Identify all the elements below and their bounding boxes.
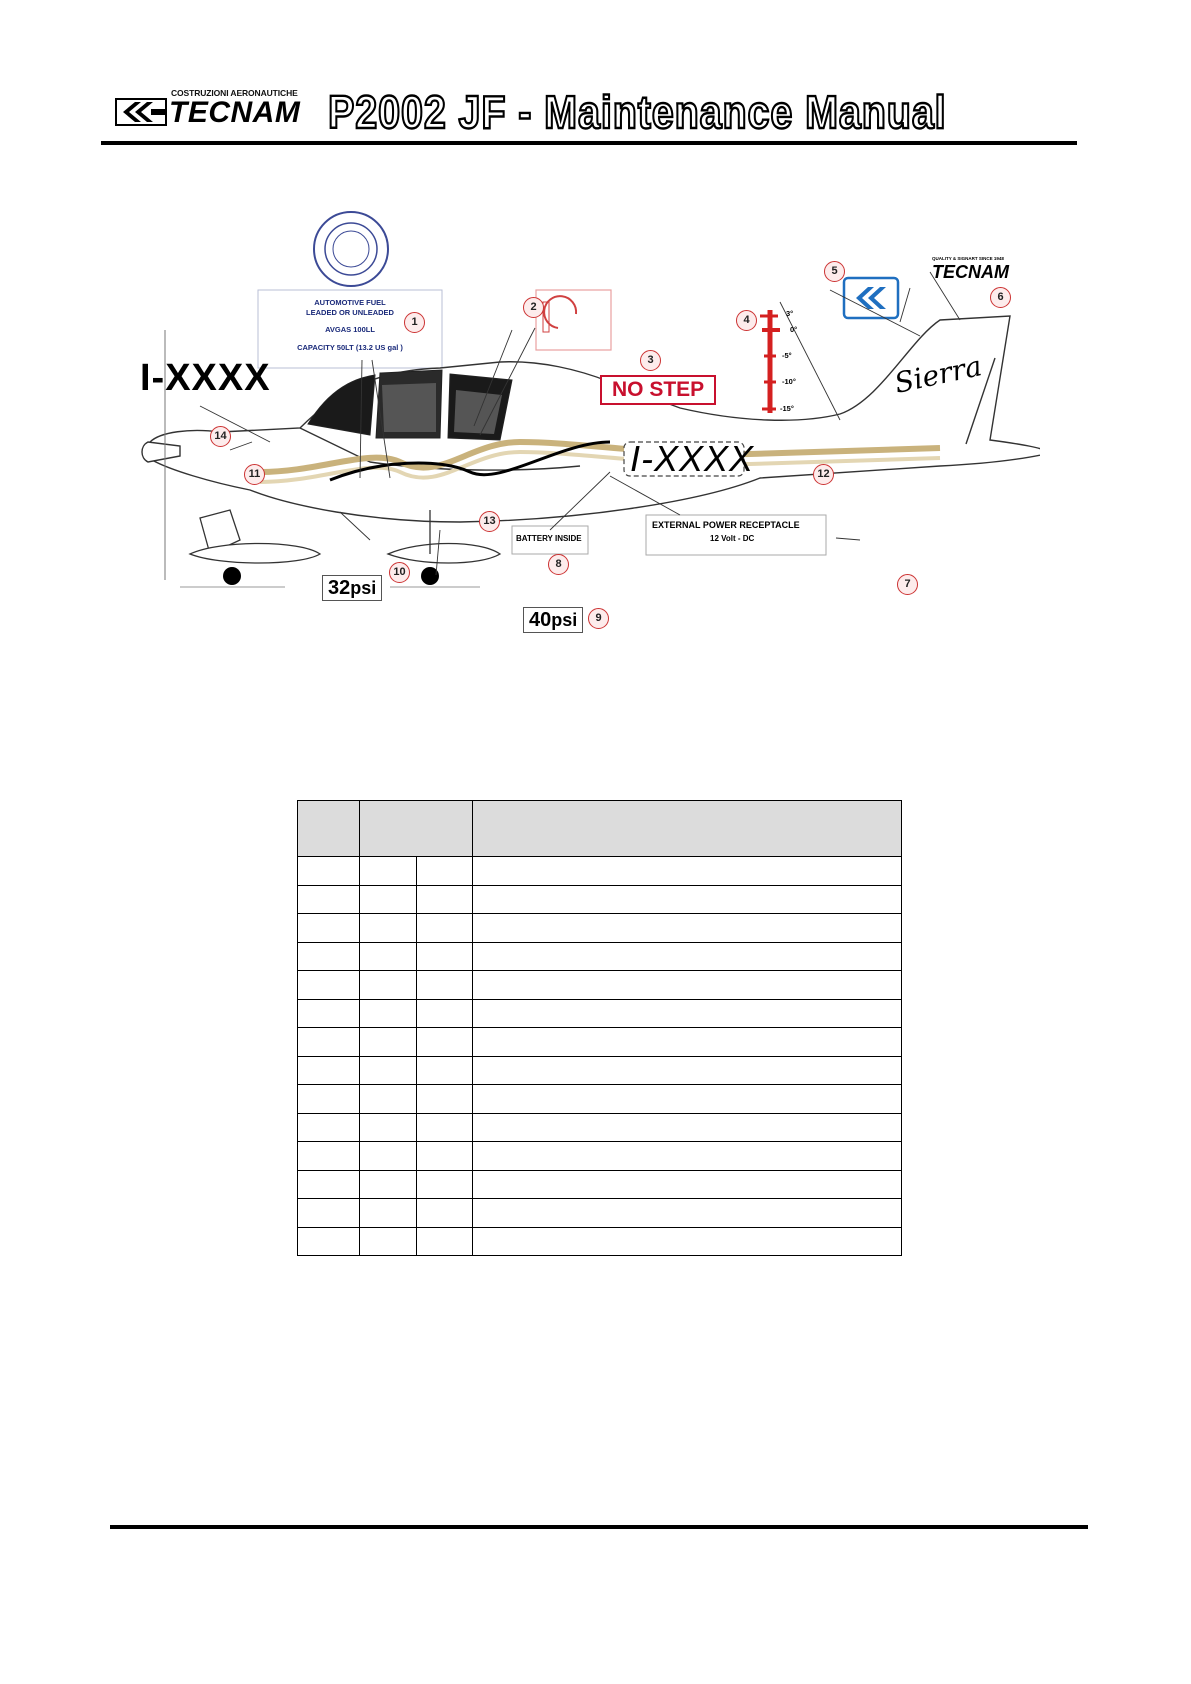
table-cell [473, 971, 902, 1000]
tecnam-logo [115, 88, 301, 134]
table-row [298, 942, 902, 971]
table-row [298, 1170, 902, 1199]
logo-subtitle: COSTRUZIONI AERONAUTICHE [171, 88, 298, 98]
callout-6: 6 [990, 287, 1011, 308]
fuselage-registration: I-XXXX [630, 438, 755, 479]
trim-angle-label: -5° [782, 351, 792, 360]
table-cell [298, 971, 360, 1000]
callout-8: 8 [548, 554, 569, 575]
callout-5: 5 [824, 261, 845, 282]
table-cell [298, 1142, 360, 1171]
fuel-decal-line: LEADED OR UNLEADED [306, 308, 394, 317]
table-cell [360, 885, 417, 914]
table-cell [473, 885, 902, 914]
tecnam-logo-icon [115, 97, 167, 127]
page-title: P2002 JF - Maintenance Manual [328, 86, 947, 138]
callout-7: 7 [897, 574, 918, 595]
table-cell [360, 1085, 417, 1114]
callout-10: 10 [389, 562, 410, 583]
trim-angle-label: -15° [780, 404, 794, 413]
callout-9: 9 [588, 608, 609, 629]
callout-4: 4 [736, 310, 757, 331]
tecnam-chevron-decal-icon [844, 278, 898, 318]
table-cell [473, 1142, 902, 1171]
table-row [298, 1199, 902, 1228]
callout-2: 2 [523, 297, 544, 318]
table-cell [360, 1170, 417, 1199]
table-cell [298, 1113, 360, 1142]
trim-angle-label: 0° [790, 325, 798, 334]
table-cell [473, 1170, 902, 1199]
battery-placard: BATTERY INSIDE [516, 534, 582, 543]
logo-wordmark: TECNAM [169, 96, 301, 129]
main-tire-pressure: 40psi [523, 607, 583, 633]
table-cell [473, 1199, 902, 1228]
table-cell [298, 1085, 360, 1114]
trim-angle-label: 3° [786, 309, 794, 318]
table-cell [417, 1142, 473, 1171]
table-cell [298, 1170, 360, 1199]
table-header-cell [473, 801, 902, 857]
table-cell [298, 1199, 360, 1228]
ext-power-placard-line1: EXTERNAL POWER RECEPTACLE [652, 520, 800, 530]
nose-tire-pressure: 32psi [322, 575, 382, 601]
header-rule [101, 141, 1077, 145]
table-cell [298, 1056, 360, 1085]
table-row [298, 1142, 902, 1171]
table-row [298, 914, 902, 943]
table-cell [298, 914, 360, 943]
no-step-placard: NO STEP [600, 375, 716, 405]
nose-registration: I-XXXX [140, 357, 271, 399]
table-cell [360, 1028, 417, 1057]
table-cell [473, 857, 902, 886]
table-row [298, 857, 902, 886]
table-cell [360, 857, 417, 886]
table-cell [417, 857, 473, 886]
aircraft-placards-figure [140, 210, 1040, 660]
tail-tagline: QUALITY & SIGNART SINCE 1948 [932, 256, 1004, 261]
tail-script: Sierra [891, 349, 985, 400]
table-cell [360, 1056, 417, 1085]
table-cell [360, 1199, 417, 1228]
table-cell [417, 1085, 473, 1114]
table-cell [473, 1056, 902, 1085]
table-row [298, 999, 902, 1028]
fuel-decal-line: AVGAS 100LL [325, 325, 375, 334]
callout-13: 13 [479, 511, 500, 532]
table-cell [360, 971, 417, 1000]
table-cell [360, 1227, 417, 1256]
table-cell [417, 1199, 473, 1228]
table-cell [360, 942, 417, 971]
emergency-release-decal-icon [536, 290, 611, 350]
table-cell [473, 999, 902, 1028]
table-cell [360, 1113, 417, 1142]
table-cell [417, 885, 473, 914]
table-cell [473, 1085, 902, 1114]
table-row [298, 885, 902, 914]
footer-rule [110, 1525, 1088, 1529]
registration-stamp-icon [314, 212, 388, 286]
table-cell [473, 1113, 902, 1142]
table-cell [417, 1028, 473, 1057]
table-cell [473, 914, 902, 943]
table-cell [417, 1170, 473, 1199]
placards-table [297, 800, 902, 1256]
callout-1: 1 [404, 312, 425, 333]
table-cell [473, 1028, 902, 1057]
table-row [298, 1056, 902, 1085]
table-row [298, 1085, 902, 1114]
ext-power-placard-line2: 12 Volt - DC [710, 534, 755, 543]
table-header-cell [298, 801, 360, 857]
table-cell [298, 857, 360, 886]
table-cell [298, 942, 360, 971]
callout-12: 12 [813, 464, 834, 485]
table-header-row [298, 801, 902, 857]
trim-scale [760, 310, 780, 413]
table-cell [473, 1227, 902, 1256]
table-row [298, 971, 902, 1000]
table-cell [417, 942, 473, 971]
table-cell [417, 1113, 473, 1142]
fuel-decal-line: AUTOMOTIVE FUEL [314, 298, 386, 307]
table-row [298, 1227, 902, 1256]
table-row [298, 1028, 902, 1057]
table-cell [360, 914, 417, 943]
tail-brand: TECNAM [932, 262, 1009, 282]
table-header-cell [360, 801, 473, 857]
table-cell [298, 1028, 360, 1057]
table-row [298, 1113, 902, 1142]
table-cell [298, 885, 360, 914]
table-cell [360, 1142, 417, 1171]
trim-angle-label: -10° [782, 377, 796, 386]
table-cell [417, 1227, 473, 1256]
table-cell [360, 999, 417, 1028]
fuel-decal-line: CAPACITY 50LT (13.2 US gal ) [297, 343, 403, 352]
table-cell [417, 971, 473, 1000]
callout-3: 3 [640, 350, 661, 371]
callout-11: 11 [244, 464, 265, 485]
table-cell [417, 1056, 473, 1085]
callout-14: 14 [210, 426, 231, 447]
table-cell [417, 999, 473, 1028]
table-cell [417, 914, 473, 943]
table-cell [298, 1227, 360, 1256]
table-cell [473, 942, 902, 971]
table-cell [298, 999, 360, 1028]
